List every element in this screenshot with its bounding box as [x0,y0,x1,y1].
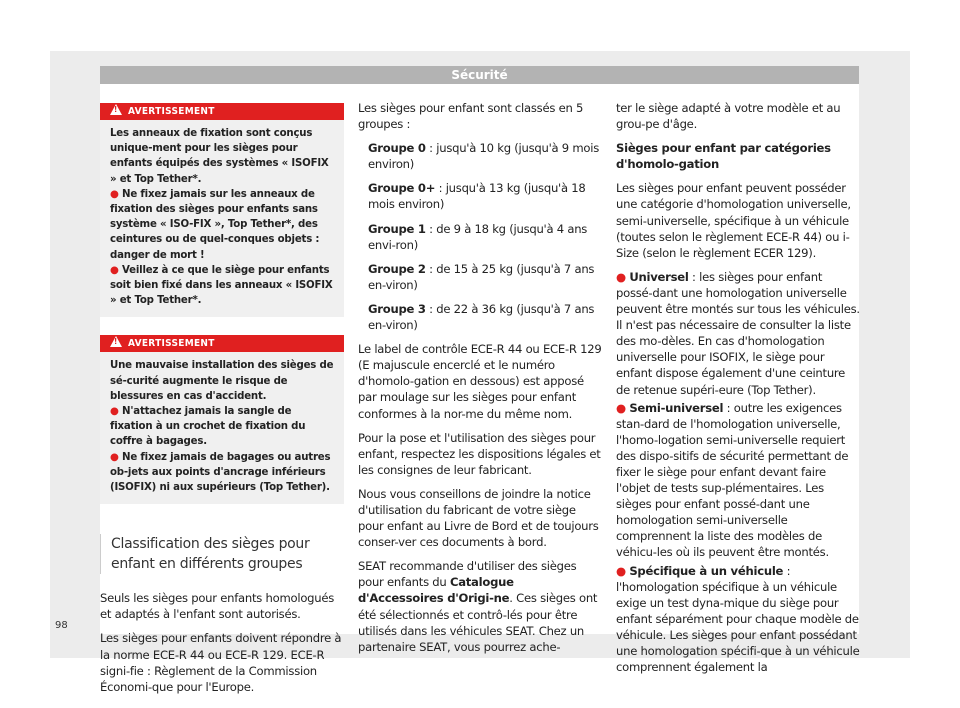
page-number: 98 [55,620,68,631]
group-item: Groupe 2 : de 15 à 25 kg (jusqu'à 7 ans en-viron) [368,261,595,292]
warning-box [100,335,344,504]
paragraph: Les sièges pour enfant peuvent posséder une catégorie d'homologation universelle, semi-universelle, spécifique à un véhicule (toutes selon le règlement ECE-R 44) ou i-Size (selon le règlement ECER 129). [616,181,851,260]
warning-header [100,103,344,120]
paragraph: Les sièges pour enfants doivent répondre à la norme ECE-R 44 ou ECE-R 129. ECE-R signi-fie : Règlement de la Commission Économi-que pour l'Europe. [100,631,342,694]
warning-label: AVERTISSEMENT [128,106,215,117]
warning-box [100,103,344,317]
warning-triangle-icon [110,104,122,115]
category-item: ● Semi-universel : outre les exigences stan-dard de l'homologation universelle, l'homo-logation semi-universelle requiert des dispo-sitifs de sécurité permettant de fixer le siège pour enfant devant faire l'objet de tests sup-plémentaires. Les sièges pour enfant possé-dant une homologation semi-universelle comprennent la liste des modèles de véhicu-les où ils peuvent être montés. [616,400,849,560]
warning-label: AVERTISSEMENT [128,338,215,350]
bullet-icon: ● [616,269,630,284]
bullet-icon: ● [616,400,630,415]
column-right [616,100,860,677]
paragraph: Les sièges pour enfant sont classés en 5 groupes : [358,101,584,132]
warning-item: ● Ne fixez jamais sur les anneaux de fixation des sièges pour enfants sans système « ISO-FIX », Top Tether*, des ceintures ou de quel-conques objets : danger de mort ! [110,188,320,261]
bullet-icon: ● [110,264,123,276]
warning-body [100,120,344,308]
warning-body [100,352,344,495]
paragraph: Seuls les sièges pour enfants homologués et adaptés à l'enfant sont autorisés. [100,591,335,622]
warning-intro: Une mauvaise installation des sièges de sé-curité augmente le risque de blessures en cas d'accident. [110,360,334,402]
paragraph: SEAT recommande d'utiliser des sièges pour enfants du Catalogue d'Accessoires d'Origi-ne. Ces sièges ont été sélectionnés et contrô-lés pour être utilisés dans les véhicules SEAT. Chez un partenaire SEAT, vous pourrez ache- [358,559,598,654]
bullet-icon: ● [110,451,123,463]
bullet-icon: ● [110,188,123,200]
paragraph: Pour la pose et l'utilisation des sièges pour enfant, respectez les dispositions légales et les consignes de leur fabricant. [358,430,601,477]
group-item: Groupe 3 : de 22 à 36 kg (jusqu'à 7 ans en-viron) [368,301,595,333]
subtitle: Sièges pour enfant par catégories d'homolo-gation [616,141,831,172]
content-area [100,84,860,694]
group-item: Groupe 1 : de 9 à 18 kg (jusqu'à 4 ans envi-ron) [368,221,588,252]
bullet-icon: ● [110,406,123,418]
category-item: ● Universel : les sièges pour enfant possé-dant une homologation universelle peuvent être montés sur tous les véhicules. Il n'est pas nécessaire de consulter la liste des mo-dèles. En cas d'homologation universelle pour ISOFIX, le siège pour enfant dispose également d'une ceinture de retenue supéri-eure (Top Tether). [616,269,860,397]
category-item: ● Spécifique à un véhicule : l'homologation spécifique à un véhicule exige un test dyna-mique du siège pour enfant séparément pour chaque modèle de véhicule. Les sièges pour enfant possédant une homologation spécifi-que à un véhicule comprennent également la [616,563,860,675]
section-title: Classification des sièges pour enfant en différents groupes [100,534,344,574]
warning-item: ● Veillez à ce que le siège pour enfants soit bien fixé dans les anneaux « ISOFIX » et Top Tether*. [110,264,333,307]
paragraph: Nous vous conseillons de joindre la notice d'utilisation du fabricant de votre siège pour enfant au Livre de Bord et de toujours conser-ver ces documents à bord. [358,486,599,550]
warning-header [100,335,344,352]
paragraph: ter le siège adapté à votre modèle et au grou-pe d'âge. [616,101,841,132]
section-text [100,590,344,695]
column-middle [358,100,602,663]
warning-intro: Les anneaux de fixation sont conçus unique-ment pour les sièges pour enfants équipés des systèmes « ISOFIX » et Top Tether*. [110,128,329,185]
section-header: Sécurité [100,66,859,84]
paragraph: Le label de contrôle ECE-R 44 ou ECE-R 129 (E majuscule encerclé et le numéro d'homolo-gation en dessous) est apposé par moulage sur les sièges pour enfant conformes à la nor-me du même nom. [358,342,602,421]
warning-item: ● N'attachez jamais la sangle de fixation à un crochet de fixation du coffre à bagages. [110,406,306,448]
bullet-icon: ● [616,563,630,578]
group-item: Groupe 0+ : jusqu'à 13 kg (jusqu'à 18 mois environ) [368,181,586,212]
group-item: Groupe 0 : jusqu'à 10 kg (jusqu'à 9 mois environ) [368,141,600,172]
warning-triangle-icon [110,336,122,347]
column-left [100,84,344,703]
warning-item: ● Ne fixez jamais de bagages ou autres ob-jets aux points d'ancrage inférieurs (ISOFIX) ni aux supérieurs (Top Tether). [110,451,331,494]
